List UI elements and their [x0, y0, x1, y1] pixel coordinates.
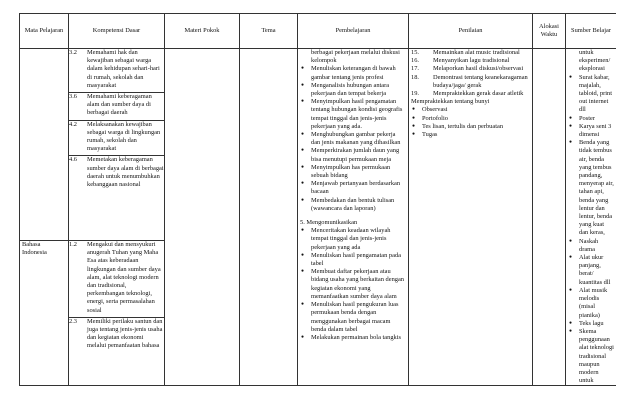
penilaian-item-number: 19.	[411, 90, 419, 98]
kd-item-row	[69, 318, 164, 351]
kd-number: 1.2	[69, 241, 77, 248]
list-item: ● Melakukan permainan bola tangkis	[300, 334, 406, 342]
list-item: ● Teks lagu	[568, 320, 614, 328]
list-item: ● Tes lisan, tertulis dan perbuatan	[411, 123, 530, 131]
list-item: ● Menceritakan keadaan wilayah tempat tinggal dan jenis-jenis pekerjaan yang ada	[300, 227, 406, 252]
list-item: ● Menuliskan hasil pengamatan pada tabel	[300, 252, 406, 268]
list-item: ● Memperkirakan jumlah daun yang bisa menutupi permukaan meja	[300, 147, 406, 163]
kd-item-row	[69, 156, 164, 189]
list-item: ● Menuliskan hasil pengukuran luas permukaan benda dengan menggunakan berbagai macam benda dalam tabel	[300, 301, 406, 334]
penilaian-item-text: Melaporkan hasil diskusi/observasi	[433, 65, 524, 73]
list-item: ● Benda yang tidak tembus air, benda yang tembus pandang, menyerap air, tahan api, benda yang lentur dan lentur, benda yang kuat dan keras,	[568, 139, 614, 237]
list-item: ● Menyimpulkan hasil pengamatan tentang hubungan kondisi geografis tempat tinggal dan jenis-jenis pekerjaan yang ada.	[300, 98, 406, 131]
pembelajaran-list-2	[300, 227, 406, 342]
pembelajaran-list-1	[300, 65, 406, 213]
list-item: ● Alat musik melodis (misal pianika)	[568, 287, 614, 320]
syllabus-table	[19, 13, 616, 386]
kd-item	[69, 93, 164, 121]
header-alokasi-waktu: Alokasi Waktu	[533, 14, 566, 49]
list-item: ● Menyimpulkan has permukaan sebuah bidang	[300, 164, 406, 180]
kd-item	[69, 318, 164, 353]
mata-pelajaran-text: Bahasa Indonesia	[22, 241, 47, 257]
cell-sumber-belajar	[566, 49, 617, 386]
cell-tema	[240, 49, 298, 386]
kd-item-row	[69, 93, 164, 118]
cell-mata-pelajaran-top	[20, 49, 69, 241]
pembelajaran-section: 5. Mengomunikasikan	[300, 219, 358, 227]
kd-text: Memahami hak dan kewajiban sebagai warga dalam kehidupan sehari-hari di rumah, sekolah dan masyarakat	[87, 49, 160, 89]
header-row	[20, 14, 617, 49]
cell-kd-bottom	[69, 241, 165, 386]
kd-text: Memiliki perilaku santun dan juga tentang jenis-jenis usaha dan kegiatan ekonomi melalui pemanfaatan bahasa	[87, 317, 163, 350]
list-item: ● Membedakan dan bentuk tulisan (wawancara dan laporan)	[300, 197, 406, 213]
list-item: ● Menghubungkan gambar pekerja dan jenis makanan yang dihasilkan	[300, 131, 406, 147]
penilaian-item-text: Memainkan alat music tradisional	[433, 49, 520, 56]
kd-number: 4.2	[69, 120, 77, 128]
header-tema: Tema	[240, 14, 298, 49]
header-kompetensi-dasar: Kompetensi Dasar	[69, 14, 165, 49]
kd-number: 2.3	[69, 317, 77, 325]
sumber-list	[568, 74, 614, 386]
table-row	[20, 49, 617, 241]
list-item: ● Menjawab pertanyaan berdasarkan bacaan	[300, 180, 406, 196]
kd-item	[69, 241, 164, 318]
cell-pembelajaran	[298, 49, 409, 386]
kd-text: Memahami keberagaman alam dan sumber daya di berbagai daerah	[87, 93, 152, 117]
kd-item-row	[69, 121, 164, 154]
penilaian-item-text: Mempraktekkan gerak dasar atletik	[433, 90, 524, 98]
penilaian-item-number: 17.	[411, 65, 419, 73]
cell-penilaian	[409, 49, 533, 386]
penilaian-item-number: 16.	[411, 57, 419, 65]
pembelajaran-intro: berbagai pekerjaan melalui diskusi kelompok	[311, 49, 400, 65]
kd-text: Memetakan keberagaman sumber daya alam di berbagai daerah untuk menumbuhkan kebanggaan nasional	[87, 156, 164, 189]
list-item: ● Menuliskan keterangan di bawah gambar tentang jenis profesi	[300, 65, 406, 81]
penilaian-item-number: 15.	[411, 49, 419, 56]
kd-item	[69, 49, 164, 93]
penilaian-tech-title: Mempraktekkan tentang bunyi	[411, 98, 490, 106]
rpp-document	[19, 13, 616, 417]
list-item: ● Observasi	[411, 106, 530, 114]
list-item: ● Membuat daftar pekerjaan atau bidang usaha yang berkaitan dengan kegiatan ekonomi yang memanfaatkan sumber daya alam	[300, 268, 406, 301]
list-item: ● Menganalisis hubungan antara pekerjaan dan tempat bekerja	[300, 82, 406, 98]
cell-kd-top	[69, 49, 165, 241]
cell-mata-pelajaran	[20, 241, 69, 386]
kd-item	[69, 121, 164, 157]
header-mata-pelajaran: Mata Pelajaran	[20, 14, 69, 49]
cell-alokasi-waktu	[533, 49, 566, 386]
kd-text: Mengakui dan mensyukuri anugerah Tuhan yang Maha Esa atas keberadaan lingkungan dan sumber daya alam, alat teknologi modern dan tradisional, perkembangan teknologi, energi, serta permasalahan sosial	[87, 241, 161, 314]
header-materi-pokok: Materi Pokok	[165, 14, 240, 49]
penilaian-item	[411, 49, 530, 57]
list-item: ● Karya seni 3 dimensi	[568, 123, 614, 139]
penilaian-item	[411, 74, 530, 90]
penilaian-item-text: Menyanyikan lagu tradisional	[433, 57, 510, 65]
sumber-intro: untuk eksperimen/ eksplorasi	[579, 49, 611, 73]
list-item: ● Tugas	[411, 131, 530, 139]
list-item: ● Surat kabar, majalah, tabloid, print out internet dll	[568, 74, 614, 115]
kd-item-row	[69, 49, 164, 90]
list-item: ● Naskah drama	[568, 238, 614, 254]
kd-number: 3.6	[69, 93, 77, 101]
kd-number: 4.6	[69, 156, 77, 164]
penilaian-item-number: 18.	[411, 73, 419, 81]
penilaian-item	[411, 90, 530, 98]
cell-materi-pokok	[165, 49, 240, 386]
list-item: ● Portofolio	[411, 115, 530, 123]
list-item: ● Skema penggunaan alat teknologi tradisional maupun modern untuk	[568, 328, 614, 385]
penilaian-technique-list	[411, 106, 530, 139]
penilaian-item-text: Demontrasi tentang keanekaragaman budaya/jaga/ gerak	[433, 73, 528, 89]
header-penilaian: Penilaian	[409, 14, 533, 49]
kd-text: Melaksanakan kewajiban sebagai warga di lingkungan rumah, sekolah dan masyarakat	[87, 120, 161, 153]
kd-number: 3.2	[69, 49, 77, 56]
list-item: ● Poster	[568, 115, 614, 123]
kd-item	[69, 156, 164, 191]
header-sumber-belajar: Sumber Belajar	[566, 14, 617, 49]
penilaian-item	[411, 57, 530, 65]
header-pembelajaran: Pembelajaran	[298, 14, 409, 49]
kd-item-row	[69, 241, 164, 315]
penilaian-numbered-list	[411, 49, 530, 98]
list-item: ● Alat ukur panjang, berat/ kuantitas dll	[568, 254, 614, 287]
penilaian-item	[411, 65, 530, 73]
